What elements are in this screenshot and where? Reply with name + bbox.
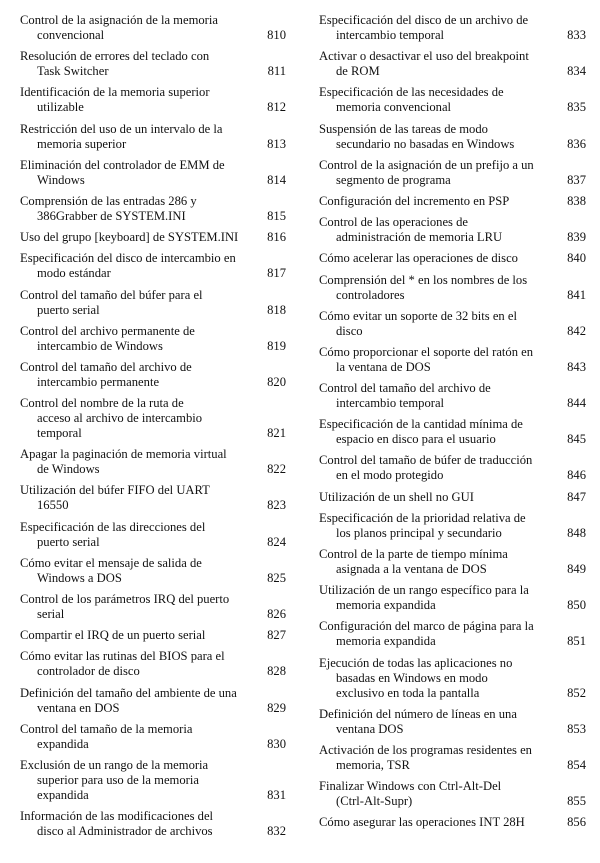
toc-entry — [319, 619, 586, 649]
toc-entry-title-line: de ROM — [336, 64, 380, 79]
toc-entry — [20, 85, 286, 115]
toc-entry-title-line: Cómo acelerar las operaciones de disco — [319, 251, 518, 266]
toc-entry — [319, 453, 586, 483]
toc-entry — [20, 649, 286, 679]
toc-entry-title-line: Eliminación del controlador de EMM de — [20, 157, 225, 172]
toc-page-number: 853 — [567, 721, 586, 736]
toc-page-number: 834 — [567, 64, 586, 79]
toc-page-number: 843 — [567, 359, 586, 374]
toc-page-number: 824 — [267, 534, 286, 549]
toc-entry-title-line: Control del tamaño del archivo de — [20, 359, 192, 374]
toc-entry — [20, 49, 286, 79]
toc-entry — [20, 556, 286, 586]
toc-entry-title-line: Especificación de la prioridad relativa de — [319, 510, 526, 525]
toc-entry-title-line: intercambio temporal — [336, 396, 445, 411]
toc-entry-title-line: superior para uso de la memoria — [37, 772, 199, 787]
toc-entry-title-line: Control del tamaño de la memoria — [20, 721, 193, 736]
toc-entry-title-line: disco al Administrador de archivos — [37, 824, 213, 839]
toc-page-number: 849 — [567, 562, 586, 576]
toc-entry-title-line: de Windows — [37, 462, 100, 477]
toc-entry-title-line: Control del tamaño de búfer de traducción — [319, 453, 533, 468]
toc-page-number: 845 — [567, 432, 586, 447]
toc-entry — [20, 122, 286, 152]
toc-page-number: 854 — [567, 757, 586, 772]
toc-entry-title-line: Utilización del búfer FIFO del UART — [20, 483, 210, 498]
toc-page-number: 844 — [567, 396, 586, 411]
toc-page-number: 822 — [267, 462, 286, 477]
toc-entry-title-line: 16550 — [37, 498, 69, 513]
toc-entry-title-line: memoria superior — [37, 136, 127, 151]
toc-entry-title-line: ventana DOS — [336, 721, 404, 736]
toc-entry-title-line: acceso al archivo de intercambio — [37, 411, 203, 426]
toc-entry — [319, 85, 586, 115]
toc-entry-title-line: Identificación de la memoria superior — [20, 85, 210, 100]
toc-left-column — [20, 13, 286, 845]
toc-page-number: 833 — [567, 28, 586, 42]
toc-entry-title-line: intercambio de Windows — [37, 338, 163, 353]
toc-page-number: 842 — [567, 323, 586, 338]
toc-entry-title-line: modo estándar — [37, 266, 111, 281]
toc-entry-title-line: Especificación del disco de un archivo de — [319, 13, 529, 27]
toc-entry-title-line: convencional — [37, 28, 105, 42]
toc-entry-title-line: espacio en disco para el usuario — [336, 432, 496, 447]
toc-entry — [319, 547, 586, 577]
toc-entry-title-line: Uso del grupo [keyboard] de SYSTEM.INI — [20, 230, 239, 245]
toc-entry-title-line: Especificación de las direcciones del — [20, 519, 206, 534]
toc-entry-title-line: Control del tamaño del archivo de — [319, 381, 491, 396]
toc-entry — [319, 122, 586, 152]
toc-entry-title-line: puerto serial — [37, 534, 100, 549]
toc-page-number: 832 — [267, 824, 286, 839]
toc-page-number: 816 — [267, 230, 286, 245]
toc-page-number: 841 — [567, 287, 586, 302]
toc-page-number: 827 — [267, 628, 286, 643]
toc-page-number: 851 — [567, 634, 586, 649]
toc-entry-title-line: basadas en Windows en modo — [336, 670, 488, 685]
toc-page-number: 829 — [267, 700, 286, 715]
toc-entry — [20, 592, 286, 622]
toc-entry — [319, 345, 586, 375]
toc-entry-title-line: disco — [336, 323, 363, 338]
toc-page-number: 821 — [267, 426, 286, 441]
toc-page-number: 847 — [567, 489, 586, 504]
toc-entry-title-line: Especificación de la cantidad mínima de — [319, 417, 523, 432]
toc-entry — [319, 381, 586, 411]
toc-entry-title-line: los planos principal y secundario — [336, 525, 502, 540]
toc-entry-title-line: intercambio permanente — [37, 374, 160, 389]
toc-entry-title-line: Definición del tamaño del ambiente de una — [20, 685, 237, 700]
toc-entry — [319, 215, 586, 245]
toc-page-number: 835 — [567, 100, 586, 115]
toc-entry-title-line: Apagar la paginación de memoria virtual — [20, 447, 227, 462]
toc-entry-title-line: controladores — [336, 287, 405, 302]
toc-entry-title-line: Finalizar Windows con Ctrl-Alt-Del — [319, 779, 502, 794]
toc-entry-title-line: Utilización de un rango específico para la — [319, 583, 529, 598]
toc-entry — [20, 158, 286, 188]
toc-page-number: 848 — [567, 525, 586, 540]
toc-entry-title-line: Control de la asignación de un prefijo a un — [319, 157, 534, 172]
toc-entry — [20, 251, 286, 281]
toc-entry — [20, 483, 286, 513]
toc-entry — [20, 324, 286, 354]
toc-page-number: 846 — [567, 468, 586, 483]
toc-page-number: 814 — [267, 172, 286, 187]
toc-entry-title-line: Cómo evitar un soporte de 32 bits en el — [319, 308, 517, 323]
toc-page-number: 820 — [267, 374, 286, 389]
toc-entry-title-line: Control de la asignación de la memoria — [20, 13, 218, 27]
toc-entry-title-line: expandida — [37, 787, 89, 802]
toc-entry-title-line: puerto serial — [37, 302, 100, 317]
toc-entry — [20, 809, 286, 839]
toc-entry-title-line: Activar o desactivar el uso del breakpoint — [319, 49, 529, 64]
toc-entry — [20, 520, 286, 550]
toc-entry — [20, 396, 286, 441]
toc-entry-title-line: Control del nombre de la ruta de — [20, 396, 184, 411]
toc-entry-title-line: Control del archivo permanente de — [20, 323, 195, 338]
toc-entry — [20, 13, 286, 43]
toc-entry — [319, 490, 586, 505]
toc-entry-title-line: intercambio temporal — [336, 28, 445, 42]
toc-right-column — [319, 13, 586, 837]
toc-entry-title-line: memoria, TSR — [336, 757, 410, 772]
toc-entry-title-line: Resolución de errores del teclado con — [20, 49, 210, 64]
toc-entry-title-line: en el modo protegido — [336, 468, 444, 483]
toc-entry-title-line: Ejecución de todas las aplicaciones no — [319, 655, 513, 670]
toc-page-number: 818 — [267, 302, 286, 317]
toc-page-number: 815 — [267, 208, 286, 223]
toc-entry — [319, 656, 586, 701]
toc-entry — [319, 13, 586, 43]
toc-entry-title-line: Control del tamaño del búfer para el — [20, 287, 203, 302]
toc-page-number: 811 — [267, 64, 286, 79]
toc-entry-title-line: Utilización de un shell no GUI — [319, 489, 474, 504]
toc-entry-title-line: Configuración del marco de página para la — [319, 619, 534, 634]
toc-entry — [319, 583, 586, 613]
toc-entry-title-line: Definición del número de líneas en una — [319, 706, 517, 721]
toc-entry-title-line: Configuración del incremento en PSP — [319, 193, 510, 208]
toc-entry-title-line: utilizable — [37, 100, 84, 115]
toc-entry — [319, 779, 586, 809]
toc-page-number: 813 — [267, 136, 286, 151]
toc-entry-title-line: Especificación de las necesidades de — [319, 85, 504, 100]
toc-entry-title-line: administración de memoria LRU — [336, 230, 503, 245]
toc-entry-title-line: segmento de programa — [336, 172, 451, 187]
toc-entry — [20, 360, 286, 390]
toc-entry — [319, 815, 586, 830]
toc-page-number: 819 — [267, 338, 286, 353]
toc-entry — [319, 511, 586, 541]
toc-entry-title-line: Exclusión de un rango de la memoria — [20, 757, 209, 772]
toc-entry — [20, 722, 286, 752]
toc-entry-title-line: Cómo evitar el mensaje de salida de — [20, 555, 202, 570]
toc-page-number: 817 — [267, 266, 286, 281]
toc-entry-title-line: expandida — [37, 736, 89, 751]
toc-entry-title-line: Task Switcher — [37, 64, 109, 79]
toc-page-number: 839 — [567, 230, 586, 245]
toc-page-number: 840 — [567, 251, 586, 266]
toc-page-number: 838 — [567, 193, 586, 208]
toc-page-number: 830 — [267, 736, 286, 751]
toc-entry-title-line: Información de las modificaciones del — [20, 809, 214, 824]
toc-page-number: 837 — [567, 172, 586, 187]
toc-entry-title-line: serial — [37, 607, 65, 621]
toc-page-number: 852 — [567, 685, 586, 700]
toc-entry — [20, 447, 286, 477]
toc-entry-title-line: memoria convencional — [336, 100, 452, 115]
toc-entry-title-line: Windows a DOS — [37, 570, 122, 585]
toc-entry — [20, 686, 286, 716]
toc-page-number: 836 — [567, 136, 586, 151]
toc-page-number: 850 — [567, 598, 586, 613]
toc-entry — [20, 628, 286, 643]
toc-page-number: 825 — [267, 570, 286, 585]
toc-entry-title-line: Windows — [37, 172, 85, 187]
toc-entry-title-line: Cómo asegurar las operaciones INT 28H — [319, 815, 525, 830]
toc-entry — [319, 743, 586, 773]
toc-entry-title-line: Restricción del uso de un intervalo de la — [20, 121, 223, 136]
toc-page-number: 812 — [267, 100, 286, 115]
toc-entry-title-line: Comprensión de las entradas 286 y — [20, 193, 197, 208]
toc-page-number: 810 — [267, 28, 286, 42]
toc-entry — [319, 417, 586, 447]
toc-entry-title-line: ventana en DOS — [37, 700, 120, 715]
toc-entry — [319, 707, 586, 737]
toc-entry-title-line: memoria expandida — [336, 598, 436, 613]
toc-entry-title-line: Cómo proporcionar el soporte del ratón en — [319, 344, 534, 359]
toc-entry-title-line: Cómo evitar las rutinas del BIOS para el — [20, 649, 225, 664]
toc-page-number: 826 — [267, 607, 286, 621]
toc-entry-title-line: Suspensión de las tareas de modo — [319, 121, 488, 136]
toc-page-number: 831 — [267, 787, 286, 802]
toc-entry-title-line: Control de las operaciones de — [319, 215, 468, 230]
toc-entry-title-line: Activación de los programas residentes en — [319, 742, 532, 757]
toc-page-number: 856 — [567, 815, 586, 830]
toc-entry-title-line: temporal — [37, 426, 82, 441]
toc-entry — [319, 194, 586, 209]
toc-entry-title-line: Control de la parte de tiempo mínima — [319, 547, 508, 561]
toc-entry — [319, 273, 586, 303]
toc-entry — [319, 309, 586, 339]
toc-entry — [20, 758, 286, 803]
toc-entry-title-line: secundario no basadas en Windows — [336, 136, 515, 151]
toc-page-number: 823 — [267, 498, 286, 513]
toc-entry — [319, 158, 586, 188]
toc-entry — [319, 49, 586, 79]
toc-page-number: 828 — [267, 664, 286, 679]
toc-entry-title-line: Compartir el IRQ de un puerto serial — [20, 628, 206, 643]
toc-entry-title-line: Comprensión del * en los nombres de los — [319, 272, 528, 287]
toc-page-number: 855 — [567, 794, 586, 809]
toc-entry — [319, 251, 586, 266]
toc-entry-title-line: controlador de disco — [37, 664, 140, 679]
toc-entry-title-line: Control de los parámetros IRQ del puerto — [20, 592, 230, 606]
toc-entry — [20, 288, 286, 318]
toc-entry-title-line: 386Grabber de SYSTEM.INI — [37, 208, 186, 223]
toc-entry — [20, 230, 286, 245]
toc-entry-title-line: memoria expandida — [336, 634, 436, 649]
toc-entry-title-line: (Ctrl-Alt-Supr) — [336, 794, 413, 809]
toc-entry-title-line: Especificación del disco de intercambio en — [20, 251, 236, 266]
toc-entry-title-line: asignada a la ventana de DOS — [336, 562, 487, 576]
toc-entry — [20, 194, 286, 224]
toc-entry-title-line: exclusivo en toda la pantalla — [336, 685, 480, 700]
toc-entry-title-line: la ventana de DOS — [336, 359, 431, 374]
